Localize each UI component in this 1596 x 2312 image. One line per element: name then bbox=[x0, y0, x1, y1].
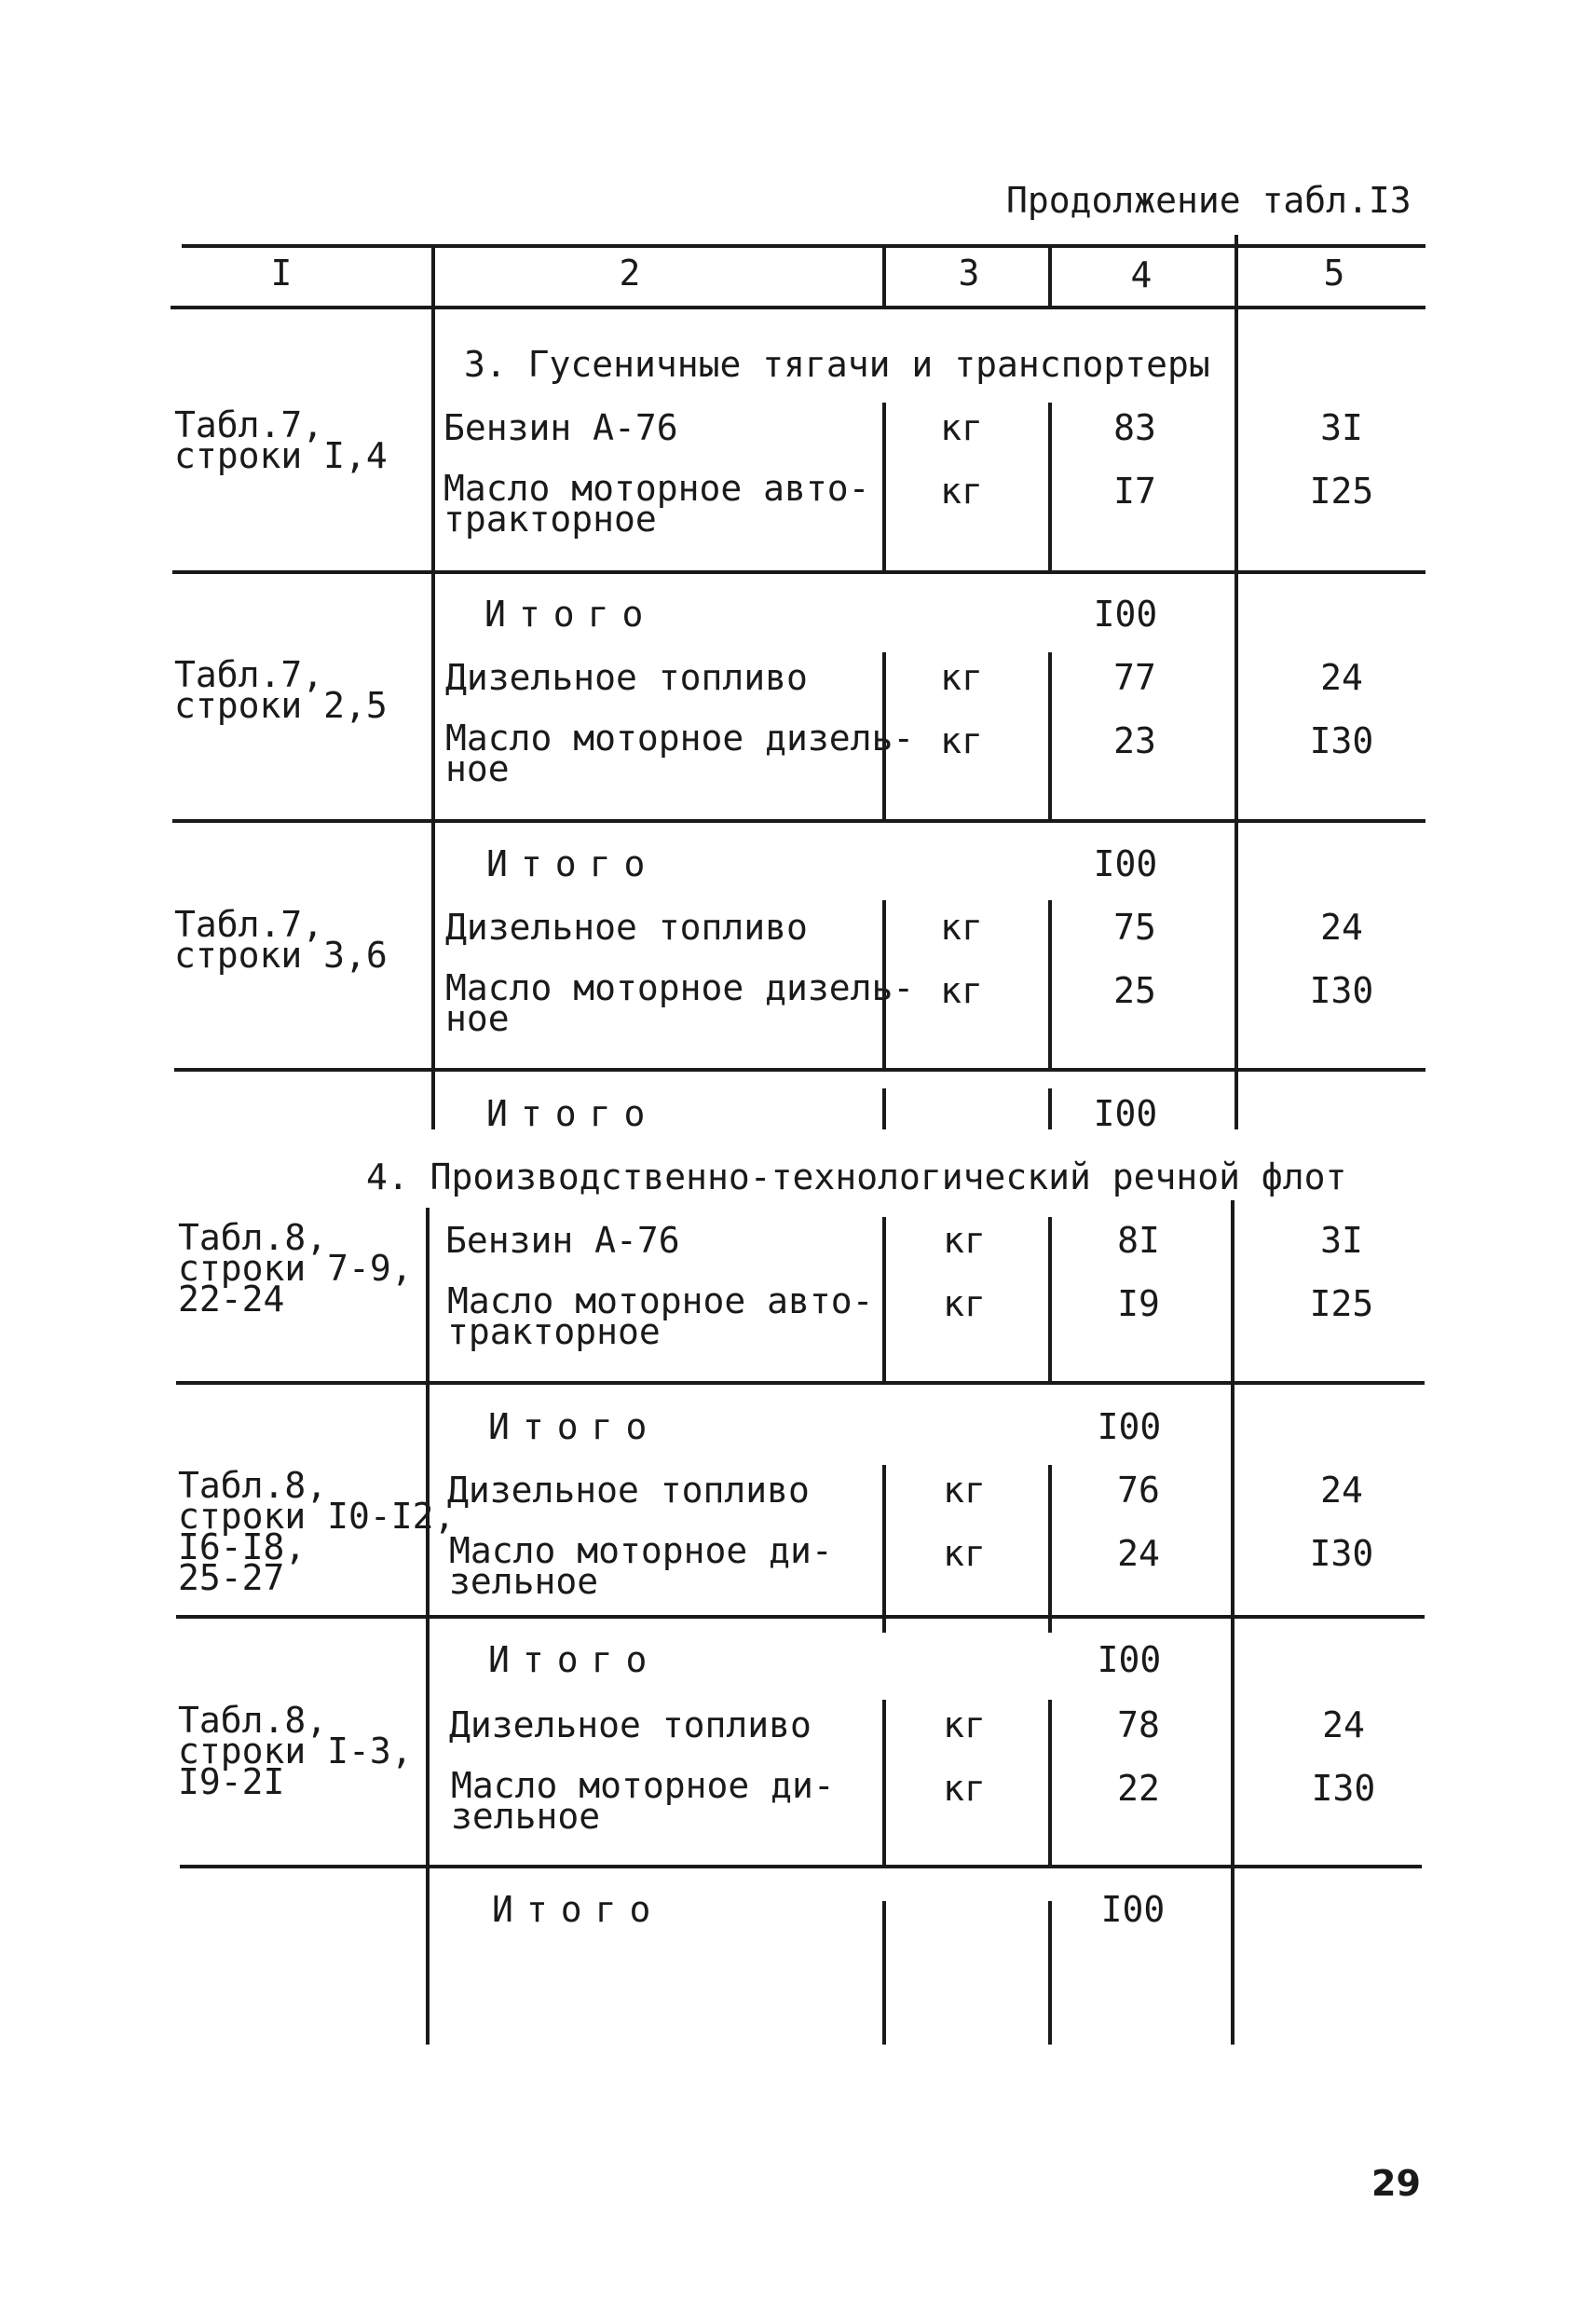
table-reference: Табл.8, bbox=[178, 1465, 328, 1506]
item-code: I30 bbox=[1309, 1533, 1374, 1574]
column-4-rule bbox=[1048, 1465, 1052, 1633]
column-3-rule bbox=[882, 1465, 886, 1633]
group-rule bbox=[172, 819, 1425, 823]
total-label: Итого bbox=[484, 594, 657, 635]
item-name: Масло моторное авто- bbox=[447, 1280, 874, 1321]
item-code: 3I bbox=[1320, 407, 1363, 448]
item-code: 24 bbox=[1322, 1704, 1365, 1745]
item-name: тракторное bbox=[443, 499, 657, 540]
table-reference: строки 7-9, bbox=[178, 1248, 413, 1289]
item-unit: кг bbox=[943, 1283, 986, 1324]
item-code: I25 bbox=[1309, 471, 1374, 512]
column-3-rule bbox=[882, 1700, 886, 1867]
header-col-3: 3 bbox=[958, 253, 980, 294]
item-share: 83 bbox=[1113, 407, 1156, 448]
table-reference: I9-2I bbox=[178, 1761, 285, 1802]
item-share: 8I bbox=[1117, 1220, 1160, 1261]
column-3-rule bbox=[882, 1217, 886, 1385]
header-divider bbox=[1048, 244, 1052, 309]
item-name: Дизельное топливо bbox=[447, 1470, 810, 1511]
total-label: Итого bbox=[492, 1889, 664, 1930]
column-4-rule bbox=[1048, 1088, 1052, 1129]
table-reference: строки I-3, bbox=[178, 1731, 413, 1772]
header-col-2: 2 bbox=[619, 253, 641, 294]
item-share: 75 bbox=[1113, 907, 1156, 948]
item-unit: кг bbox=[940, 471, 983, 512]
item-share: I9 bbox=[1117, 1283, 1160, 1324]
total-label: Итого bbox=[488, 1639, 661, 1680]
total-value: I00 bbox=[1097, 1406, 1162, 1447]
section-heading: 4. Производственно-технологический речной флот bbox=[366, 1156, 1347, 1197]
item-share: 24 bbox=[1117, 1533, 1160, 1574]
total-value: I00 bbox=[1093, 843, 1158, 884]
item-share: I7 bbox=[1113, 471, 1156, 512]
column-4-rule bbox=[1048, 1700, 1052, 1867]
item-unit: кг bbox=[943, 1470, 986, 1511]
item-share: 76 bbox=[1117, 1470, 1160, 1511]
item-code: I30 bbox=[1309, 970, 1374, 1011]
item-name: Дизельное топливо bbox=[445, 907, 808, 948]
header-divider bbox=[882, 244, 886, 309]
column-5-rule bbox=[1231, 1200, 1235, 2045]
total-value: I00 bbox=[1093, 1093, 1158, 1134]
table-caption: Продолжение табл.I3 bbox=[1006, 180, 1412, 221]
item-name: Дизельное топливо bbox=[449, 1704, 812, 1745]
table-reference: строки I0-I2, bbox=[178, 1496, 456, 1537]
item-name: Масло моторное дизель- bbox=[445, 718, 915, 759]
total-label: Итого bbox=[486, 1093, 659, 1134]
column-4-rule bbox=[1048, 652, 1052, 820]
header-col-5: 5 bbox=[1323, 253, 1345, 294]
item-unit: кг bbox=[940, 907, 983, 948]
group-rule bbox=[176, 1615, 1425, 1619]
item-share: 25 bbox=[1113, 970, 1156, 1011]
column-4-rule bbox=[1048, 1217, 1052, 1385]
item-unit: кг bbox=[940, 970, 983, 1011]
item-share: 78 bbox=[1117, 1704, 1160, 1745]
column-3-rule bbox=[882, 403, 886, 570]
section-heading: 3. Гусеничные тягачи и транспортеры bbox=[464, 344, 1210, 385]
item-name: Бензин А-76 bbox=[443, 407, 678, 448]
item-share: 77 bbox=[1113, 657, 1156, 698]
header-divider bbox=[431, 244, 435, 309]
item-code: I30 bbox=[1311, 1768, 1376, 1809]
page-number: 29 bbox=[1371, 2163, 1421, 2204]
item-code: 24 bbox=[1320, 657, 1363, 698]
table-reference: строки 3,6 bbox=[174, 935, 388, 976]
table-reference: Табл.8, bbox=[178, 1700, 328, 1741]
column-4-rule bbox=[1048, 403, 1052, 570]
column-2-rule bbox=[426, 1208, 430, 2045]
item-name: ное bbox=[445, 748, 510, 789]
item-name: ное bbox=[445, 998, 510, 1039]
item-name: Масло моторное ди- bbox=[451, 1765, 835, 1806]
item-unit: кг bbox=[943, 1533, 986, 1574]
header-divider bbox=[1235, 235, 1238, 309]
header-col-1: I bbox=[270, 253, 293, 294]
column-3-rule bbox=[882, 1088, 886, 1129]
item-name: тракторное bbox=[447, 1311, 661, 1352]
total-value: I00 bbox=[1097, 1639, 1162, 1680]
total-value: I00 bbox=[1093, 594, 1158, 635]
table-reference: Табл.7, bbox=[174, 904, 324, 945]
item-unit: кг bbox=[943, 1768, 986, 1809]
item-share: 22 bbox=[1117, 1768, 1160, 1809]
column-2-rule bbox=[431, 309, 435, 1129]
group-rule bbox=[180, 1865, 1422, 1868]
item-name: зельное bbox=[449, 1561, 599, 1602]
header-top-rule bbox=[182, 244, 1425, 248]
table-reference: Табл.8, bbox=[178, 1217, 328, 1258]
item-unit: кг bbox=[940, 407, 983, 448]
table-reference: Табл.7, bbox=[174, 654, 324, 695]
table-reference: 25-27 bbox=[178, 1557, 285, 1598]
column-4-rule bbox=[1048, 900, 1052, 1068]
item-share: 23 bbox=[1113, 720, 1156, 761]
item-unit: кг bbox=[943, 1220, 986, 1261]
item-unit: кг bbox=[940, 657, 983, 698]
item-code: 24 bbox=[1320, 1470, 1363, 1511]
table-reference: Табл.7, bbox=[174, 404, 324, 445]
item-name: зельное bbox=[451, 1796, 601, 1837]
header-col-4: 4 bbox=[1130, 254, 1153, 295]
table-reference: строки I,4 bbox=[174, 435, 388, 476]
table-reference: I6-I8, bbox=[178, 1526, 307, 1567]
table-reference: строки 2,5 bbox=[174, 685, 388, 726]
item-code: I25 bbox=[1309, 1283, 1374, 1324]
group-rule bbox=[176, 1381, 1425, 1385]
column-3-rule bbox=[882, 1901, 886, 2045]
group-rule bbox=[172, 570, 1425, 574]
item-name: Масло моторное ди- bbox=[449, 1530, 833, 1571]
table-reference: 22-24 bbox=[178, 1279, 285, 1320]
item-code: 3I bbox=[1320, 1220, 1363, 1261]
item-name: Масло моторное авто- bbox=[443, 468, 870, 509]
column-5-rule bbox=[1235, 309, 1238, 1129]
column-4-rule bbox=[1048, 1901, 1052, 2045]
item-name: Дизельное топливо bbox=[445, 657, 808, 698]
total-label: Итого bbox=[488, 1406, 661, 1447]
total-value: I00 bbox=[1100, 1889, 1166, 1930]
item-code: I30 bbox=[1309, 720, 1374, 761]
group-rule bbox=[174, 1068, 1425, 1072]
item-name: Бензин А-76 bbox=[445, 1220, 680, 1261]
item-code: 24 bbox=[1320, 907, 1363, 948]
item-unit: кг bbox=[940, 720, 983, 761]
total-label: Итого bbox=[486, 843, 659, 884]
item-name: Масло моторное дизель- bbox=[445, 967, 915, 1008]
item-unit: кг bbox=[943, 1704, 986, 1745]
